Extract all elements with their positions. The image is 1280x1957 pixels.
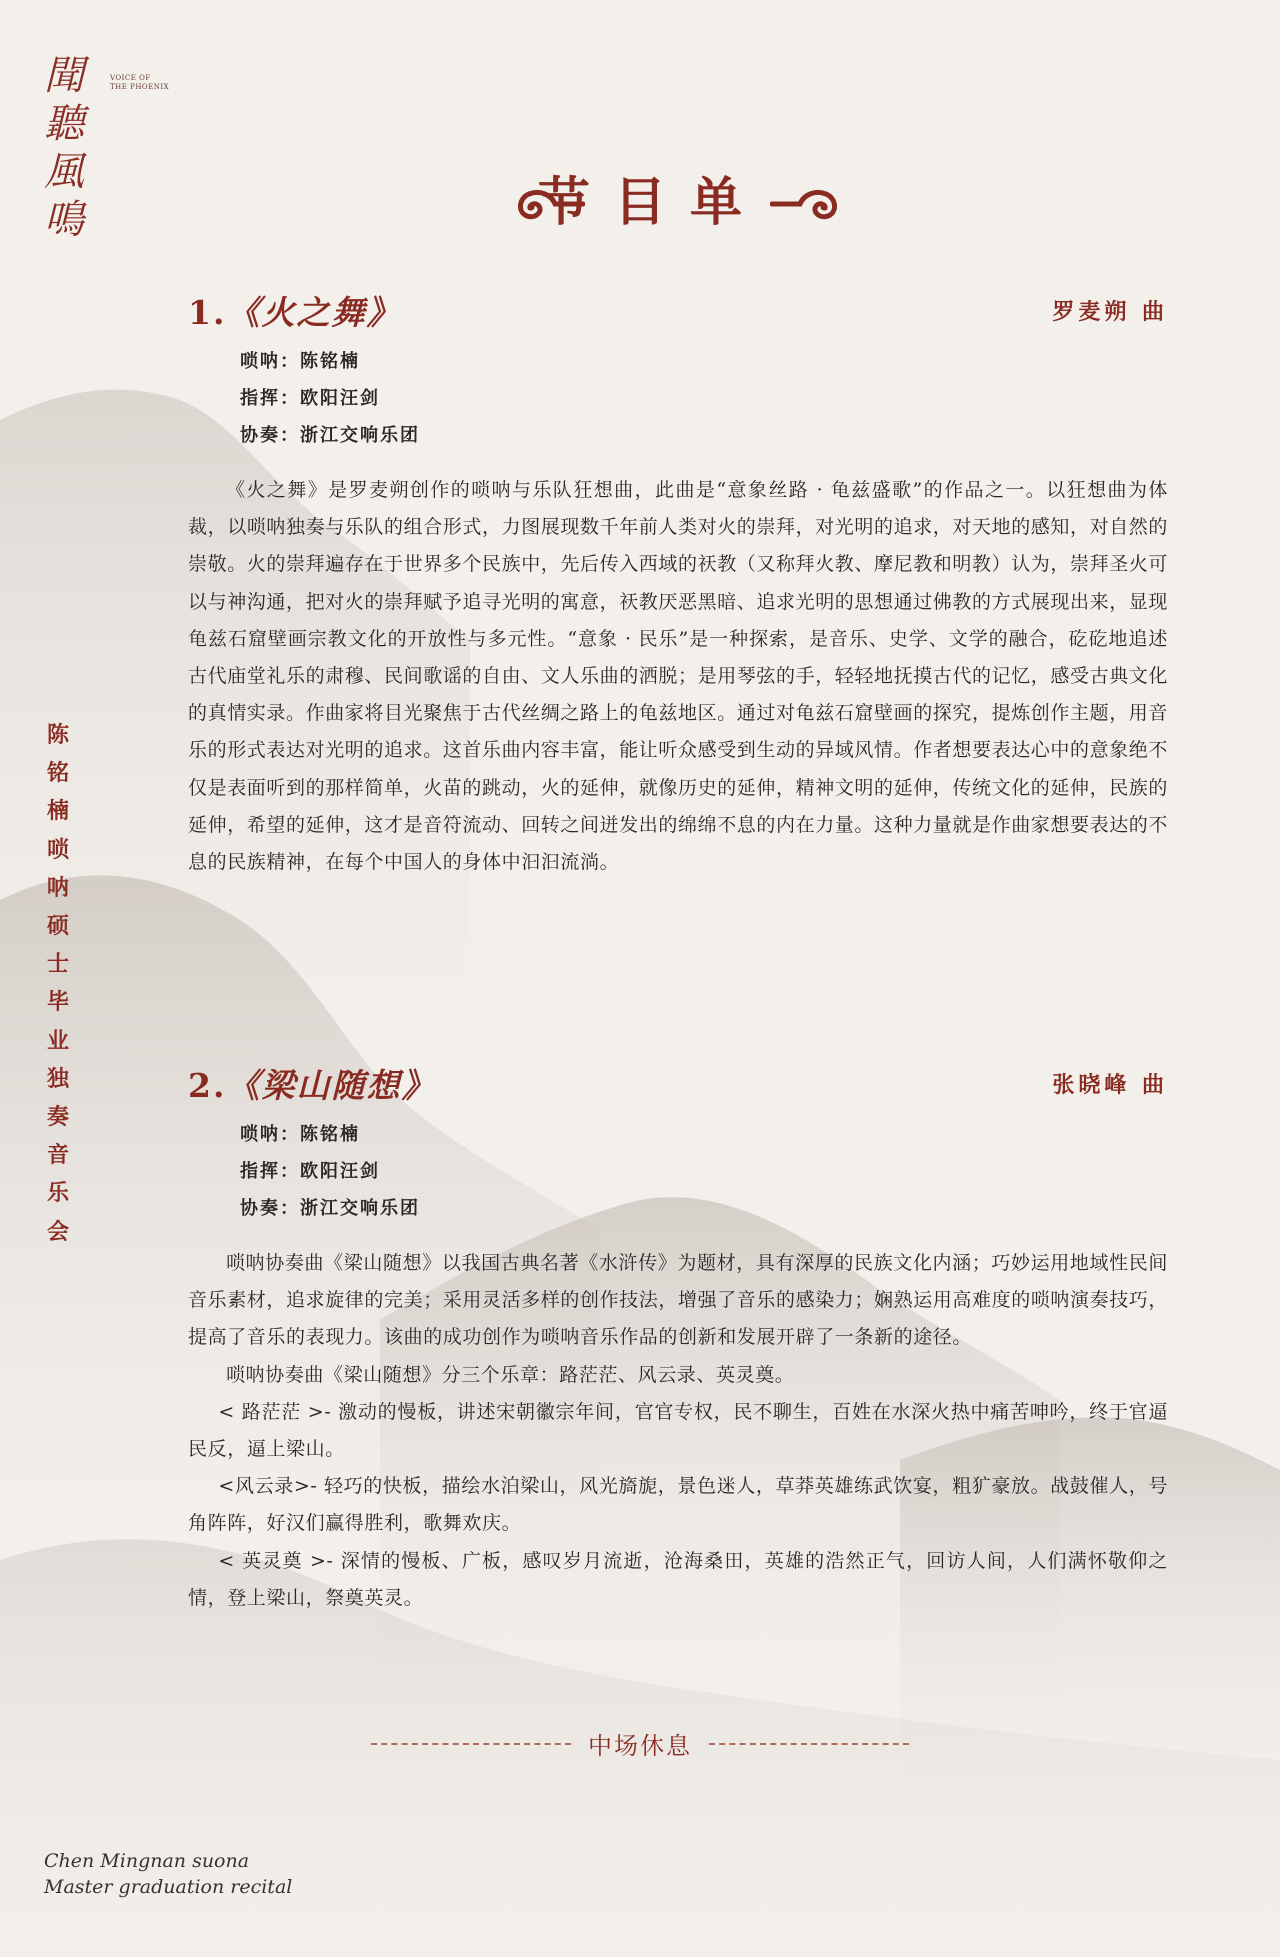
piece-name: 《梁山随想》 [226,1066,437,1105]
piece-title [188,1062,436,1110]
piece-description [188,472,1168,881]
movement-description: < 英灵奠 >- 深情的慢板、广板，感叹岁月流逝，沧海桑田，英雄的浩然正气，回访人间，人们满怀敬仰之情，登上梁山，祭奠英灵。 [188,1549,1168,1609]
intermission-label: 中场休息 [588,1732,692,1760]
movement-description: <风云录>- 轻巧的快板，描绘水泊梁山，风光旖旎，景色迷人，草莽英雄练武饮宴，粗犷豪放。战鼓催人，号角阵阵，好汉们赢得胜利，歌舞欢庆。 [188,1475,1168,1535]
credit-conductor: 指挥：欧阳汪剑 [240,388,380,409]
piece-composer: 罗麦朔 曲 [1052,299,1168,325]
side-char: 硕 [46,913,69,940]
logo-english-line1: VOICE OF [110,74,151,82]
logo-english [110,74,190,92]
side-char: 业 [46,1027,69,1054]
cloud-ornament-right-icon [770,186,840,222]
piece-composer: 张晓峰 曲 [1052,1072,1168,1098]
credit-soloist: 唢呐：陈铭楠 [240,1124,360,1145]
movement-description: < 路茫茫 >- 激动的慢板，讲述宋朝徽宗年间，官官专权，民不聊生，百姓在水深火热中痛苦呻吟，终于官逼民反，逼上梁山。 [188,1400,1168,1461]
intermission-divider [0,1726,1280,1761]
program-item-1 [188,289,1168,881]
dashed-line-right [709,1743,909,1745]
description-paragraph: 唢呐协奏曲《梁山随想》分三个乐章：路茫茫、风云录、英灵奠。 [226,1363,795,1386]
piece-number: 2. [188,1066,227,1105]
recital-english-title [44,1848,292,1900]
footer-line-2: Master graduation recital [44,1876,293,1898]
piece-name: 《火之舞》 [226,293,402,332]
program-item-2 [188,1062,1168,1617]
credit-conductor: 指挥：欧阳汪剑 [240,1161,380,1182]
credit-soloist: 唢呐：陈铭楠 [240,351,360,372]
performer-credits [240,343,1168,454]
description-paragraph: 唢呐协奏曲《梁山随想》以我国古典名著《水浒传》为题材，具有深厚的民族文化内涵；巧妙运用地域性民间音乐素材，追求旋律的完美；采用灵活多样的创作技法，增强了音乐的感染力；娴熟运用高难度的唢呐演奏技巧，提高了音乐的表现力。该曲的成功创作为唢呐音乐作品的创新和发展开辟了一条新的途径。 [188,1252,1169,1349]
dashed-line-left [371,1743,571,1745]
side-char: 铭 [46,760,69,787]
logo-calligraphy: 聞聽風鳴 [44,53,84,243]
piece-description [188,1245,1168,1617]
side-char: 楠 [46,798,69,825]
side-char: 独 [46,1065,69,1092]
side-char: 士 [46,951,69,978]
footer-line-1: Chen Mingnan suona [44,1850,250,1872]
piece-title [188,289,401,337]
side-char: 会 [46,1218,69,1245]
side-char: 音 [46,1142,69,1169]
side-char: 呐 [46,874,69,901]
credit-orchestra: 协奏：浙江交响乐团 [240,425,420,446]
description-paragraph: 《火之舞》是罗麦朔创作的唢呐与乐队狂想曲，此曲是“意象丝路 · 龟兹盛歌”的作品之一。以狂想曲为体裁，以唢呐独奏与乐队的组合形式，力图展现数千年前人类对火的崇拜，对光明的追求，对天地的感知，对自然的崇敬。火的崇拜遍存在于世界多个民族中，先后传入西域的祆教（又称拜火教、摩尼教和明教）认为，崇拜圣火可以与神沟通，把对火的崇拜赋予追寻光明的寓意，祆教厌恶黑暗、追求光明的思想通过佛教的方式展现出来，显现龟兹石窟壁画宗教文化的开放性与多元性。“意象 · 民乐”是一种探索，是音乐、史学、文学的融合，矻矻地追述古代庙堂礼乐的肃穆、民间歌谣的自由、文人乐曲的洒脱；是用琴弦的手，轻轻地抚摸古代的记忆，感受古典文化的真情实录。作曲家将目光聚焦于古代丝绸之路上的龟兹地区。通过对龟兹石窟壁画的探究，提炼创作主题，用音乐的形式表达对光明的追求。这首乐曲内容丰富，能让听众感受到生动的异域风情。作者想要表达心中的意象绝不仅是表面听到的那样简单，火苗的跳动，火的延伸，就像历史的延伸，精神文明的延伸，传统文化的延伸，民族的延伸，希望的延伸，这才是音符流动、回转之间迸发出的绵绵不息的内在力量。这种力量就是作曲家想要表达的不息的民族精神，在每个中国人的身体中汩汩流淌。 [188,479,1169,874]
side-char: 奏 [46,1104,69,1131]
recital-vertical-title [44,716,72,1251]
credit-orchestra: 协奏：浙江交响乐团 [240,1198,420,1219]
side-char: 乐 [46,1180,69,1207]
logo-english-line2: THE PHOENIX [110,83,170,91]
page-title: 节目单 [537,172,766,233]
piece-number: 1. [188,293,227,332]
side-char: 陈 [46,722,69,748]
side-char: 毕 [46,989,69,1016]
performer-credits [240,1116,1168,1227]
side-char: 唢 [46,836,69,863]
